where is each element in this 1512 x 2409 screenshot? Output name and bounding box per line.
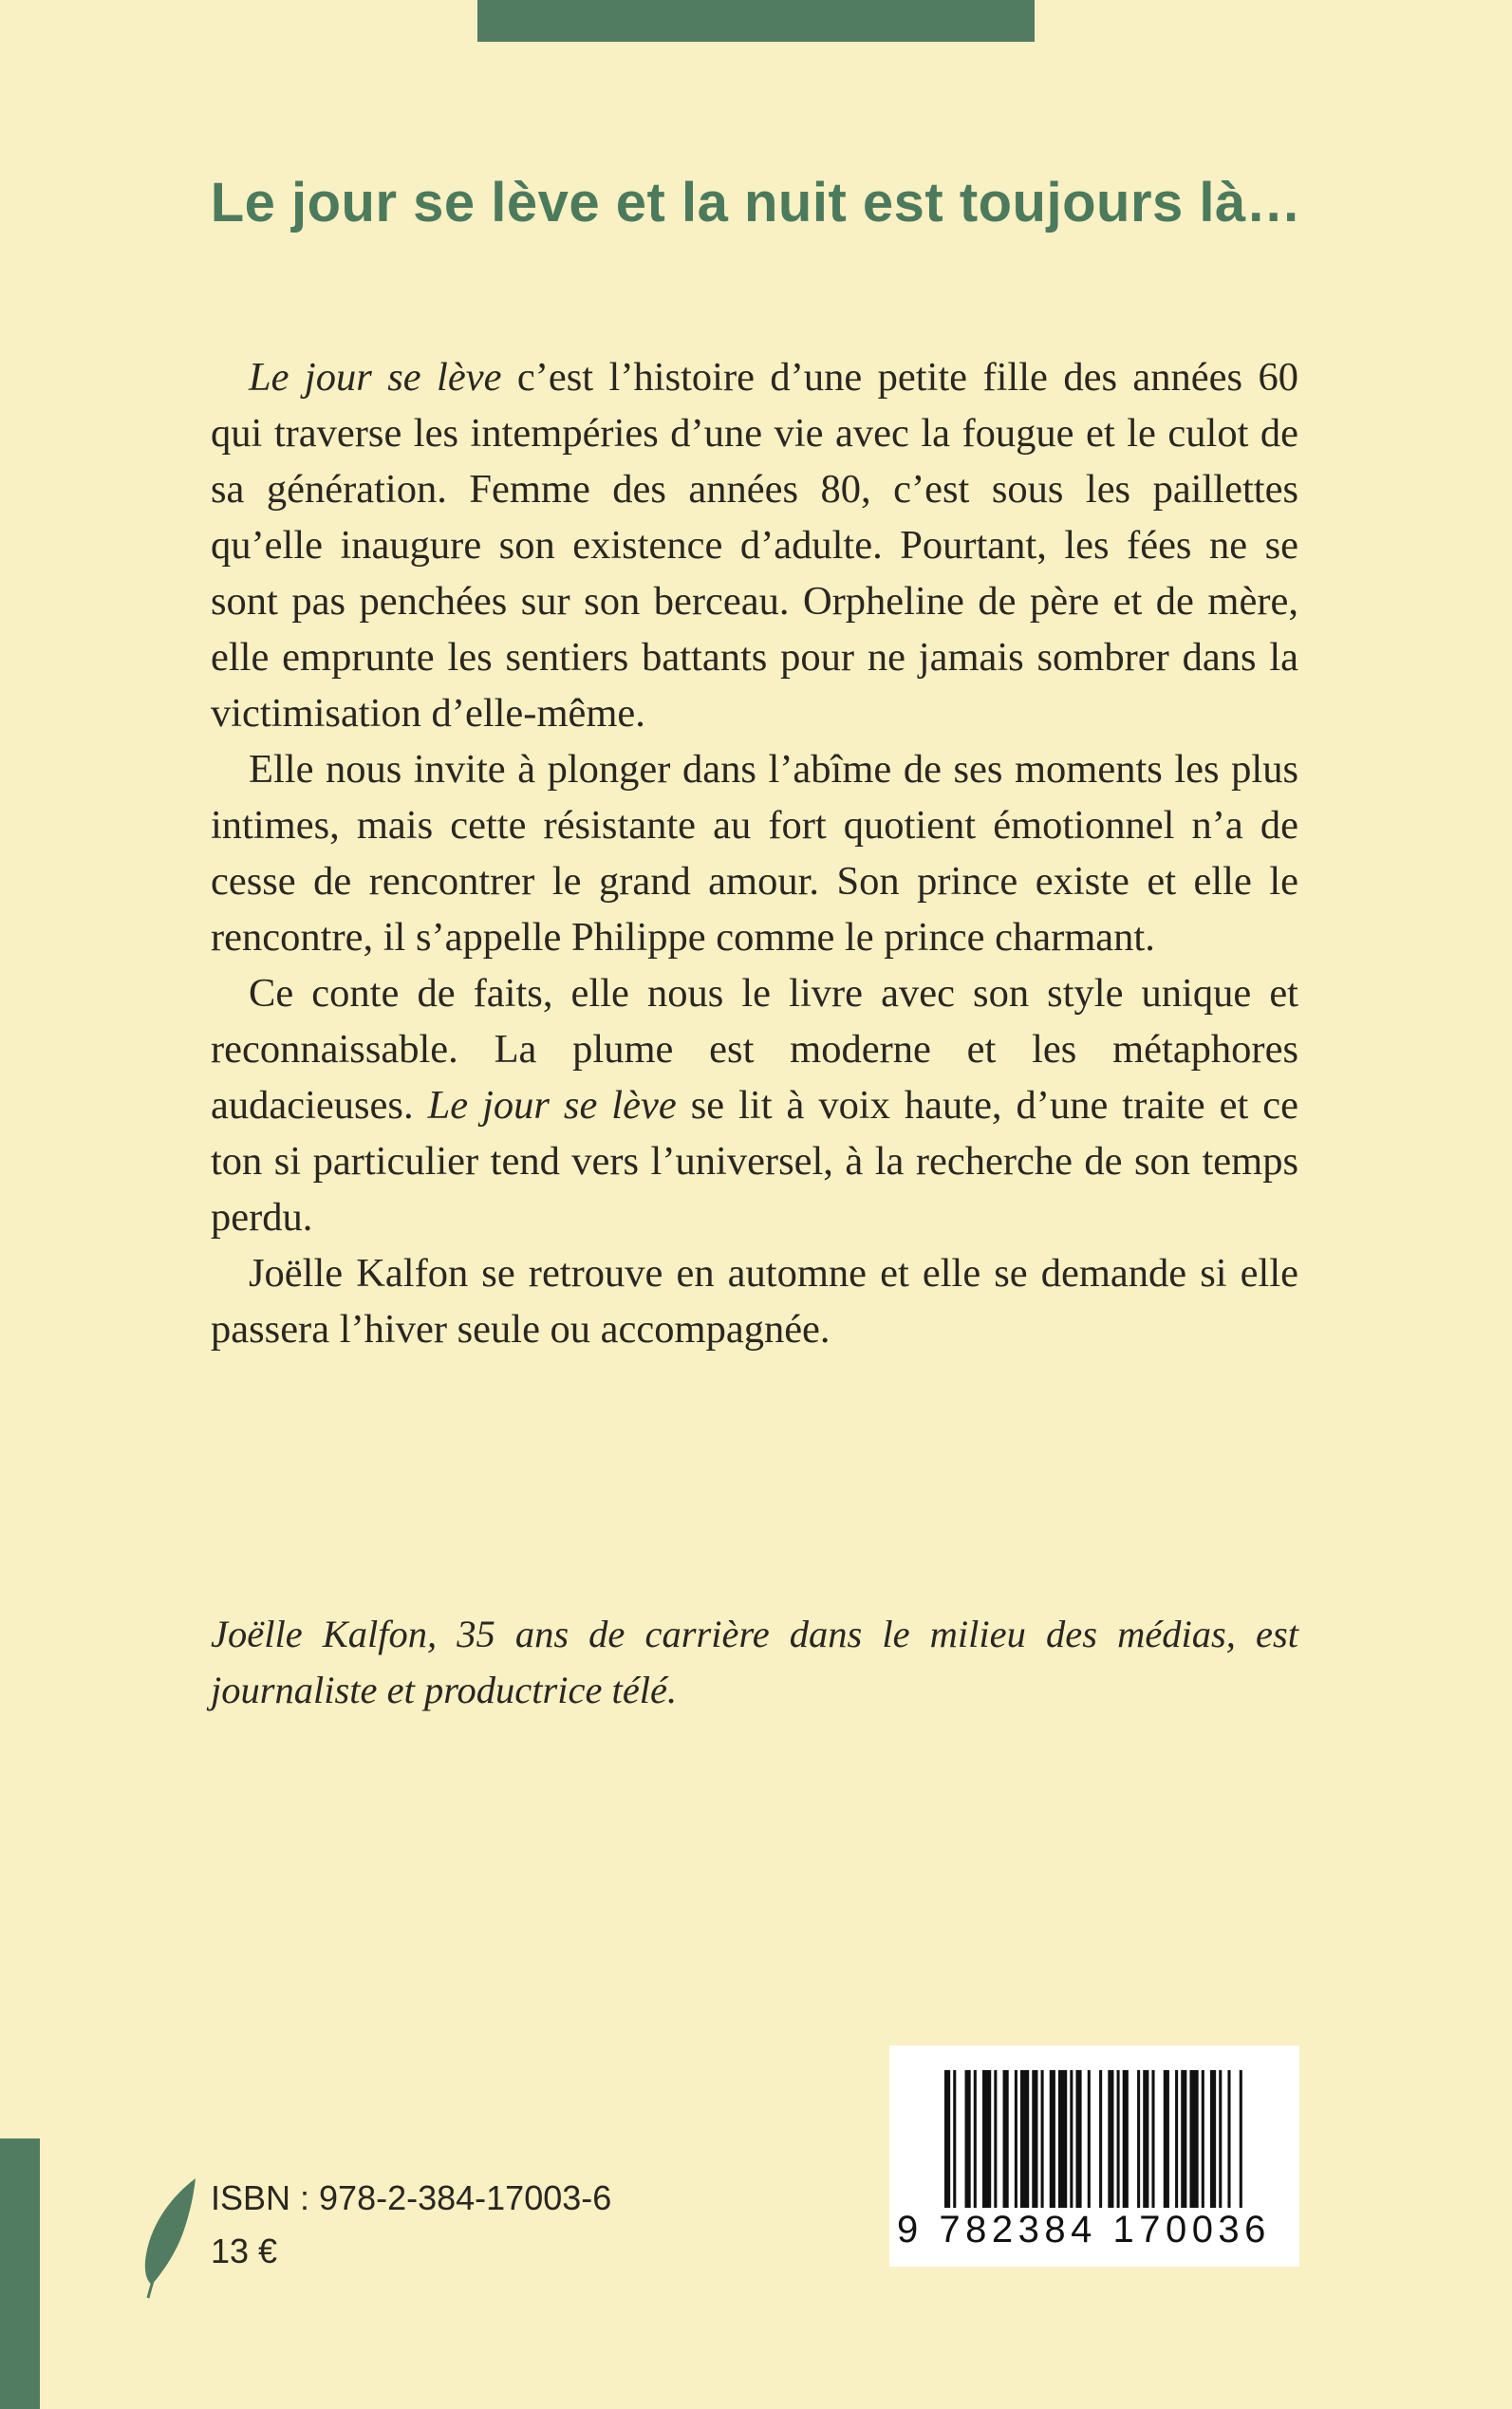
barcode-bar [1164,2070,1169,2208]
blurb-paragraph-4: Joëlle Kalfon se retrouve en automne et elle se demande si elle passera l’hiver seule ou accompagnée. [211,1251,1298,1352]
isbn-number: ISBN : 978-2-384-17003-6 [211,2178,612,2217]
blurb-paragraph-2: Elle nous invite à plonger dans l’abîme de ses moments les plus intimes, mais cette résistante au fort quotient émotionnel n’a de cesse de rencontrer le grand amour. Son prince existe et elle le rencontre, il s’appelle Philippe comme le prince charmant. [211,747,1298,960]
quill-icon [135,2176,199,2302]
barcode-bar [1003,2070,1009,2208]
barcode-bar [982,2070,991,2208]
barcode-bar [1070,2070,1073,2208]
side-accent-bar [0,2138,40,2409]
barcode-bar [1020,2070,1029,2208]
barcode-bar [1202,2070,1204,2208]
blurb-text [211,349,1298,1357]
book-title-italic: Le jour se lève [427,1083,677,1128]
barcode-bar [1219,2070,1222,2208]
barcode-bar [1015,2070,1017,2208]
barcode-bar [965,2070,971,2208]
barcode-bar [1189,2070,1198,2208]
barcode-bar [1181,2070,1186,2208]
barcode-bar [944,2070,950,2208]
barcode-digits: 9 782384 170036 [897,2209,1271,2250]
barcode-bar [1137,2070,1140,2208]
blurb-paragraph-1: Le jour se lève c’est l’histoire d’une petite fille des années 60 qui traverse les intempéries d’une vie avec la fougue et le culot de sa génération. Femme des années 80, c’est sous les paillettes qu’elle inaugure son existence d’adulte. Pourtant, les fées ne se sont pas penchées sur son berceau. Orpheline de père et de mère, elle emprunte les sentiers battants pour ne jamais sombrer dans la victimisation d’elle-même. [211,355,1298,736]
barcode-bar [1151,2070,1154,2208]
barcode-bar [1227,2070,1230,2208]
barcode-bar [1075,2070,1081,2208]
barcode-bar [1058,2070,1067,2208]
barcode-bar [953,2070,956,2208]
barcode-bar [1041,2070,1044,2208]
book-title-italic: Le jour se lève [249,355,502,400]
barcode-bar [1123,2070,1129,2208]
cover-headline: Le jour se lève et la nuit est toujours là… [210,172,1302,233]
barcode-bar [1099,2070,1102,2208]
barcode-bar [1175,2070,1178,2208]
barcode-bar [994,2070,997,2208]
barcode-bar [1240,2070,1242,2208]
barcode-bar [1143,2070,1148,2208]
barcode-bar [1108,2070,1113,2208]
barcode [889,2045,1299,2267]
barcode-bar [974,2070,977,2208]
barcode-bar [1088,2070,1091,2208]
price: 13 € [211,2232,278,2270]
isbn-price-block [211,2172,611,2278]
barcode-bar [1117,2070,1120,2208]
barcode-bar [1050,2070,1055,2208]
barcode-bar [1032,2070,1037,2208]
blurb-paragraph-3: Ce conte de faits, elle nous le livre avec son style unique et reconnaissable. La plume est moderne et les métaphores audacieuses. Le jour se lève se lit à voix haute, d’une traite et ce ton si particulier tend vers l’universel, à la recherche de son temps perdu. [211,971,1298,1240]
top-accent-bar [477,0,1035,42]
author-bio: Joëlle Kalfon, 35 ans de carrière dans le milieu des médias, est journaliste et productrice télé. [211,1613,1298,1711]
barcode-bar [1210,2070,1216,2208]
barcode-bars [944,2070,1248,2208]
